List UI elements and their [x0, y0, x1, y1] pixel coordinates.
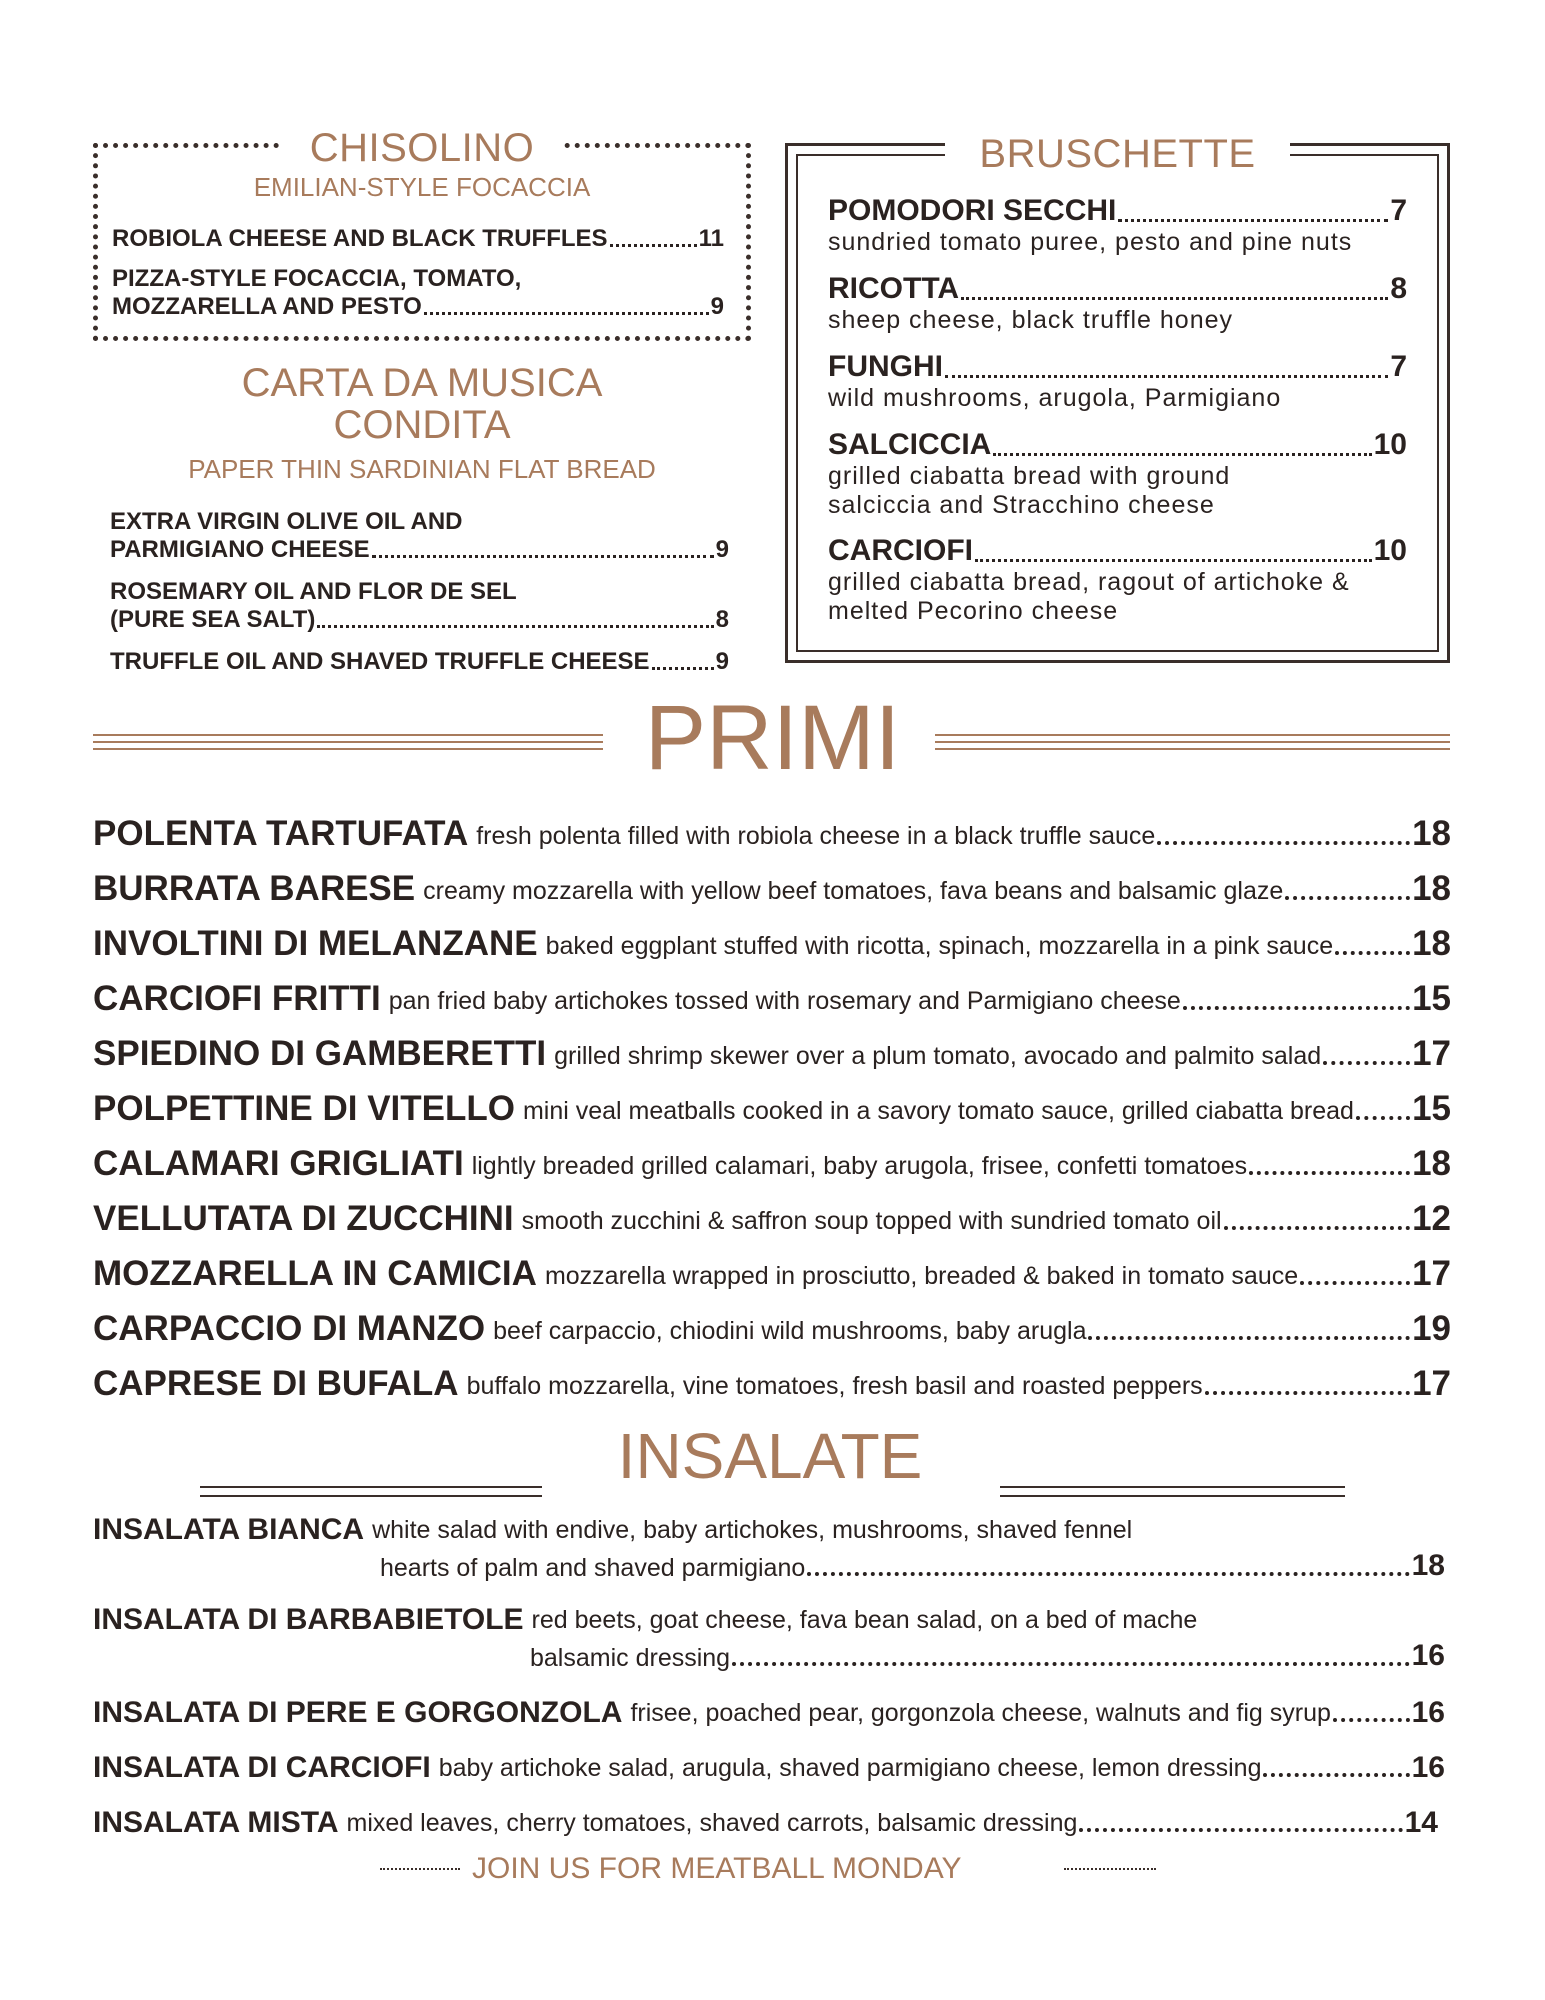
menu-item — [93, 1303, 1451, 1349]
item-description: lightly breaded grilled calamari, baby arugola, frisee, confetti tomatoes — [471, 1152, 1248, 1180]
item-price: 9 — [715, 536, 729, 563]
dot-leader — [372, 555, 714, 558]
item-description: smooth zucchini & saffron soup topped with sundried tomato oil — [521, 1207, 1222, 1235]
dot-leader — [1263, 1773, 1409, 1777]
item-name: PARMIGIANO CHEESE — [110, 536, 370, 563]
footer-text: JOIN US FOR MEATBALL MONDAY — [472, 1852, 962, 1885]
item-name: POLPETTINE DI VITELLO — [93, 1089, 515, 1128]
menu-item — [93, 1193, 1451, 1239]
item-price: 18 — [1412, 924, 1451, 963]
item-price: 18 — [1412, 1144, 1451, 1183]
carta-title-line2: CONDITA — [333, 403, 511, 447]
item-name: INSALATA BIANCA — [93, 1513, 365, 1546]
menu-item — [112, 225, 724, 253]
item-name: POLENTA TARTUFATA — [93, 814, 469, 853]
item-description: buffalo mozzarella, vine tomatoes, fresh basil and roasted peppers — [466, 1372, 1203, 1400]
primi-rule-right — [935, 734, 1450, 750]
dot-leader — [1118, 219, 1388, 222]
item-price: 11 — [698, 225, 724, 252]
item-price: 17 — [1412, 1364, 1451, 1403]
menu-item — [93, 1358, 1451, 1404]
menu-item — [93, 1513, 1445, 1583]
carta-subtitle: PAPER THIN SARDINIAN FLAT BREAD — [188, 454, 656, 484]
menu-item — [93, 973, 1451, 1019]
menu-item — [93, 1248, 1451, 1294]
menu-item — [93, 1751, 1445, 1785]
menu-item-line1 — [112, 265, 724, 293]
insalate-rule-left — [200, 1486, 542, 1498]
menu-item — [93, 918, 1451, 964]
item-name: POMODORI SECCHI — [828, 194, 1117, 227]
item-name: CARPACCIO DI MANZO — [93, 1309, 486, 1348]
item-description: wild mushrooms, arugola, Parmigiano — [828, 384, 1282, 412]
insalate-title: INSALATE — [617, 1420, 923, 1492]
menu-item — [93, 1028, 1451, 1074]
item-description: sundried tomato puree, pesto and pine nuts — [828, 228, 1353, 256]
dot-leader — [961, 297, 1388, 300]
dot-leader — [945, 375, 1388, 378]
dot-leader — [1079, 1828, 1402, 1832]
menu-item — [828, 272, 1407, 335]
item-name: INVOLTINI DI MELANZANE — [93, 924, 538, 963]
menu-item — [110, 536, 729, 564]
item-price: 16 — [1411, 1696, 1445, 1729]
dot-leader — [317, 625, 713, 628]
dot-leader — [993, 453, 1371, 456]
item-name: INSALATA DI PERE E GORGONZOLA — [93, 1696, 623, 1729]
item-name-line1: ROSEMARY OIL AND FLOR DE SEL — [110, 578, 517, 605]
item-price: 10 — [1373, 534, 1407, 567]
item-price: 18 — [1412, 869, 1451, 908]
item-name: SPIEDINO DI GAMBERETTI — [93, 1034, 547, 1073]
dot-leader — [975, 559, 1372, 562]
item-description: melted Pecorino cheese — [828, 597, 1119, 625]
item-price: 18 — [1412, 814, 1451, 853]
item-price: 17 — [1412, 1254, 1451, 1293]
item-name: BURRATA BARESE — [93, 869, 416, 908]
item-name: INSALATA DI BARBABIETOLE — [93, 1603, 524, 1636]
item-description: mixed leaves, cherry tomatoes, shaved carrots, balsamic dressing — [346, 1809, 1078, 1837]
footer-dots-left — [380, 1868, 460, 1870]
dot-leader — [1157, 841, 1410, 845]
dot-leader — [424, 312, 709, 315]
item-price: 8 — [715, 606, 729, 633]
menu-item — [828, 534, 1407, 626]
item-description: frisee, poached pear, gorgonzola cheese, walnuts and fig syrup — [630, 1699, 1331, 1727]
menu-item — [828, 428, 1407, 520]
chisolino-subtitle: EMILIAN-STYLE FOCACCIA — [253, 172, 591, 202]
item-price: 12 — [1412, 1199, 1451, 1238]
item-price: 19 — [1412, 1309, 1451, 1348]
item-description: beef carpaccio, chiodini wild mushrooms, baby arugla — [493, 1317, 1087, 1345]
item-name: (PURE SEA SALT) — [110, 606, 316, 633]
item-description: grilled ciabatta bread with ground — [828, 462, 1231, 490]
item-price: 10 — [1373, 428, 1407, 461]
item-name: TRUFFLE OIL AND SHAVED TRUFFLE CHEESE — [110, 648, 650, 675]
item-name: MOZZARELLA AND PESTO — [112, 293, 422, 320]
menu-item — [93, 1138, 1451, 1184]
item-price: 7 — [1390, 194, 1407, 227]
dot-leader — [1333, 1718, 1410, 1722]
item-name-line1: EXTRA VIRGIN OLIVE OIL AND — [110, 508, 463, 535]
primi-rule-left — [93, 734, 603, 750]
item-name: VELLUTATA DI ZUCCHINI — [93, 1199, 514, 1238]
item-description-line2: balsamic dressing — [530, 1644, 731, 1672]
item-description: baked eggplant stuffed with ricotta, spinach, mozzarella in a pink sauce — [545, 932, 1334, 960]
item-name: CARCIOFI — [828, 534, 973, 567]
item-description: sheep cheese, black truffle honey — [828, 306, 1234, 334]
item-name-line1: PIZZA-STYLE FOCACCIA, TOMATO, — [112, 265, 522, 292]
dot-leader — [1356, 1116, 1410, 1120]
dot-leader — [1323, 1061, 1410, 1065]
dot-leader — [1088, 1336, 1410, 1340]
item-name: RICOTTA — [828, 272, 960, 305]
item-name: MOZZARELLA IN CAMICIA — [93, 1254, 537, 1293]
item-description: mini veal meatballs cooked in a savory tomato sauce, grilled ciabatta bread — [522, 1097, 1354, 1125]
bruschette-title: BRUSCHETTE — [945, 132, 1289, 176]
menu-item-line1 — [110, 578, 729, 606]
item-price: 9 — [710, 293, 724, 320]
item-description: creamy mozzarella with yellow beef tomatoes, fava beans and balsamic glaze — [423, 877, 1284, 905]
menu-item — [93, 1806, 1438, 1840]
item-price: 9 — [715, 648, 729, 675]
item-price: 8 — [1390, 272, 1407, 305]
dot-leader — [732, 1662, 1410, 1666]
item-name: INSALATA MISTA — [93, 1806, 339, 1839]
menu-item — [828, 194, 1407, 257]
item-price: 7 — [1390, 350, 1407, 383]
dot-leader — [1183, 1006, 1410, 1010]
item-description: baby artichoke salad, arugula, shaved parmigiano cheese, lemon dressing — [438, 1754, 1262, 1782]
item-name: CARCIOFI FRITTI — [93, 979, 381, 1018]
menu-item — [112, 293, 724, 321]
item-name: SALCICCIA — [828, 428, 992, 461]
item-name: CAPRESE DI BUFALA — [93, 1364, 459, 1403]
menu-item — [110, 648, 729, 676]
dot-leader — [1249, 1171, 1410, 1175]
item-price: 16 — [1411, 1751, 1445, 1784]
item-price: 15 — [1412, 979, 1451, 1018]
footer-dots-right — [1064, 1868, 1156, 1870]
dot-leader — [1335, 951, 1410, 955]
item-description: white salad with endive, baby artichokes, mushrooms, shaved fennel — [372, 1516, 1133, 1544]
bruschette-section — [785, 132, 1450, 663]
item-price: 18 — [1411, 1549, 1445, 1582]
menu-item — [828, 350, 1407, 413]
menu-item — [93, 1696, 1445, 1730]
menu-item — [110, 606, 729, 634]
primi-title: PRIMI — [644, 687, 901, 789]
menu-item — [93, 808, 1451, 854]
item-name: ROBIOLA CHEESE AND BLACK TRUFFLES — [112, 225, 608, 252]
chisolino-section — [93, 126, 751, 341]
item-price: 17 — [1412, 1034, 1451, 1073]
chisolino-title: CHISOLINO — [282, 126, 563, 170]
dot-leader — [610, 244, 697, 247]
item-description: red beets, goat cheese, fava bean salad, on a bed of mache — [531, 1606, 1198, 1634]
menu-item — [93, 863, 1451, 909]
menu-item — [93, 1603, 1445, 1673]
dot-leader — [652, 667, 714, 670]
dot-leader — [1300, 1281, 1410, 1285]
item-description: salciccia and Stracchino cheese — [828, 491, 1215, 519]
footer-banner — [380, 1852, 1180, 1886]
dot-leader — [1205, 1391, 1410, 1395]
dot-leader — [1285, 896, 1410, 900]
menu-item-line1 — [110, 508, 729, 536]
item-price: 14 — [1404, 1806, 1438, 1839]
carta-section — [93, 362, 751, 676]
item-price: 16 — [1411, 1639, 1445, 1672]
insalate-rule-right — [1000, 1486, 1345, 1498]
item-name: INSALATA DI CARCIOFI — [93, 1751, 431, 1784]
item-description: pan fried baby artichokes tossed with rosemary and Parmigiano cheese — [388, 987, 1181, 1015]
item-description: grilled shrimp skewer over a plum tomato, avocado and palmito salad — [554, 1042, 1322, 1070]
item-description: grilled ciabatta bread, ragout of artichoke & — [828, 568, 1350, 596]
item-price: 15 — [1412, 1089, 1451, 1128]
menu-item — [93, 1083, 1451, 1129]
item-description: mozzarella wrapped in prosciutto, breaded & baked in tomato sauce — [544, 1262, 1299, 1290]
item-name: FUNGHI — [828, 350, 943, 383]
item-name: CALAMARI GRIGLIATI — [93, 1144, 464, 1183]
item-description: fresh polenta filled with robiola cheese in a black truffle sauce — [476, 822, 1156, 850]
carta-title-line1: CARTA DA MUSICA — [241, 361, 603, 405]
dot-leader — [807, 1572, 1409, 1576]
dot-leader — [1224, 1226, 1411, 1230]
bruschette-inner-border — [796, 132, 1439, 652]
item-description-line2: hearts of palm and shaved parmigiano — [380, 1554, 806, 1582]
